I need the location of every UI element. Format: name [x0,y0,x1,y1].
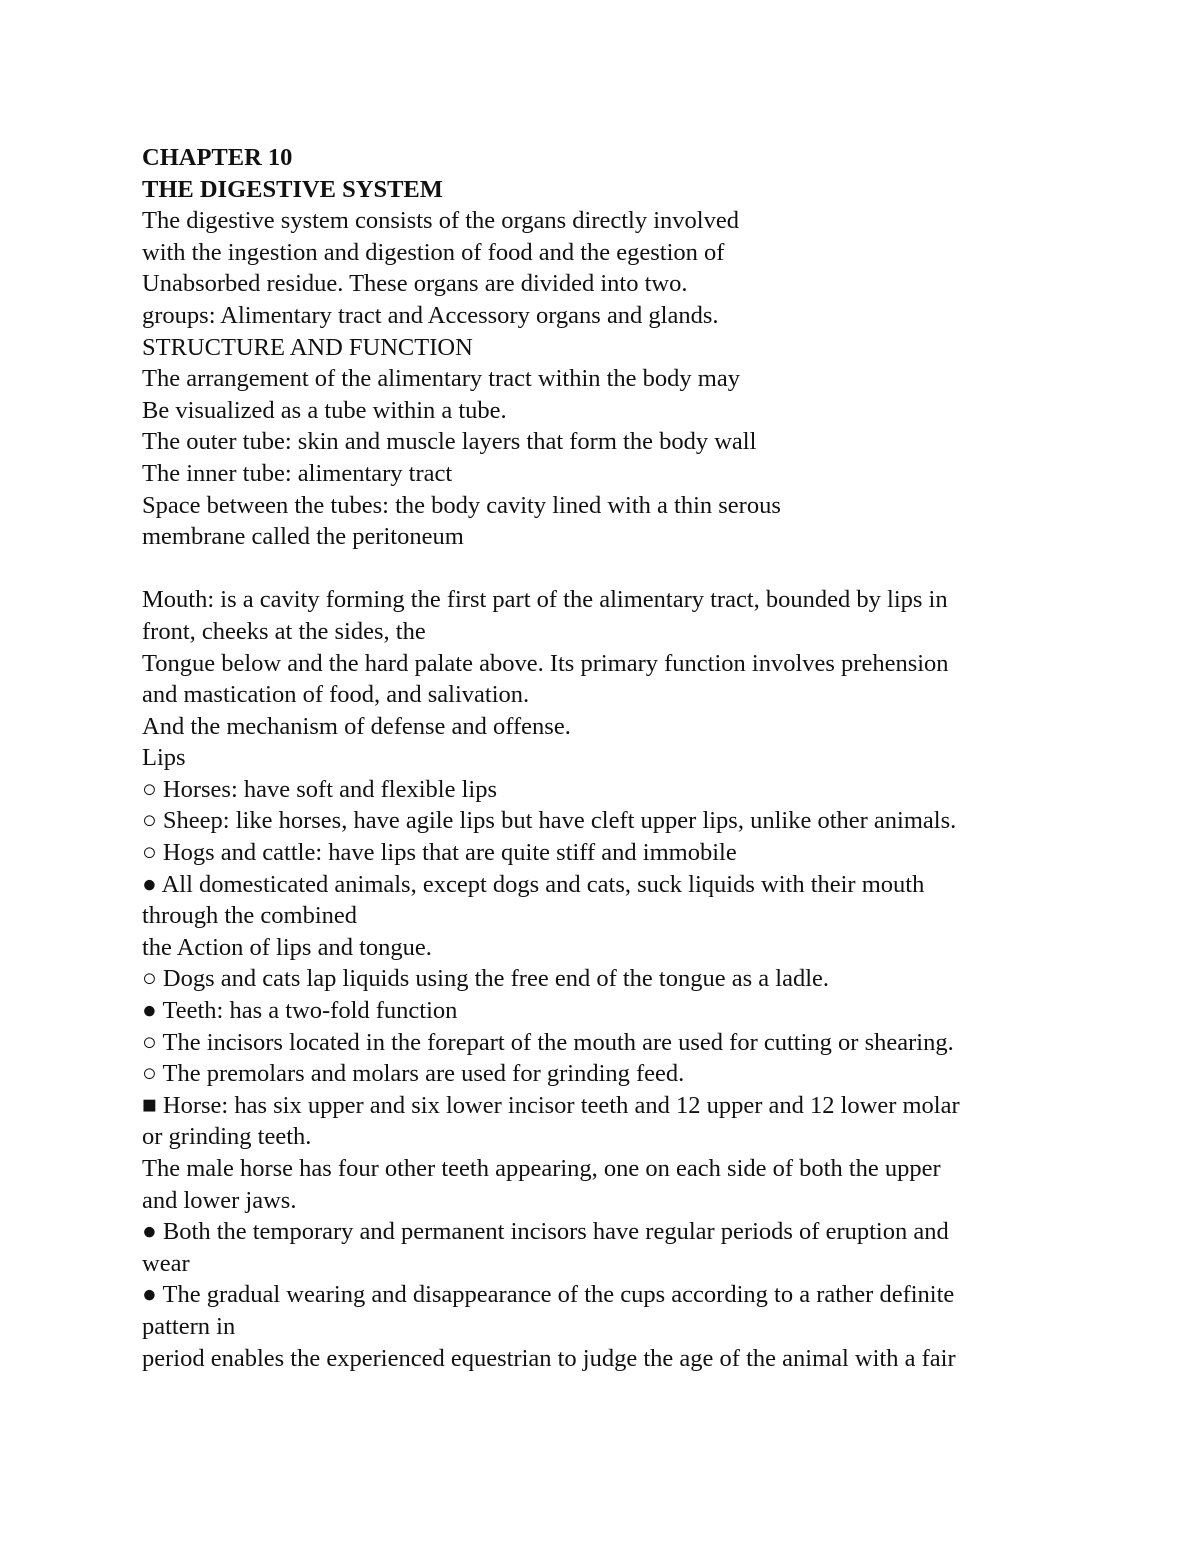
mouth-line: Mouth: is a cavity forming the first part of the alimentary tract, bounded by lips in [142,586,948,614]
list-item: ○ Sheep: like horses, have agile lips but have cleft upper lips, unlike other animals. [142,807,957,835]
mouth-line: period enables the experienced equestrian to judge the age of the animal with a fair [142,1344,956,1372]
structure-line: The outer tube: skin and muscle layers that form the body wall [142,428,757,456]
mouth-line: And the mechanism of defense and offense. [142,712,571,740]
list-item: ○ The incisors located in the forepart of the mouth are used for cutting or shearing. [142,1028,954,1056]
list-item: ○ The premolars and molars are used for grinding feed. [142,1060,685,1088]
list-item: ○ Dogs and cats lap liquids using the free end of the tongue as a ladle. [142,965,830,993]
list-item: ○ Horses: have soft and flexible lips [142,775,497,803]
list-item: ○ Hogs and cattle: have lips that are quite stiff and immobile [142,839,737,867]
intro-line: groups: Alimentary tract and Accessory organs and glands. [142,301,719,329]
mouth-line: The male horse has four other teeth appearing, one on each side of both the upper [142,1155,941,1182]
mouth-line: front, cheeks at the sides, the [142,617,426,645]
structure-line: The arrangement of the alimentary tract within the body may [142,365,740,393]
chapter-title: THE DIGESTIVE SYSTEM [142,175,443,203]
list-item: ● Teeth: has a two-fold function [142,997,458,1025]
structure-line: Be visualized as a tube within a tube. [142,396,507,424]
list-item-continuation: through the combined [142,902,358,930]
list-item-continuation: the Action of lips and tongue. [142,933,432,961]
list-item-continuation: pattern in [142,1312,236,1340]
lips-heading: Lips [142,744,186,772]
structure-line: Space between the tubes: the body cavity lined with a thin serous [142,491,781,519]
list-item: ● All domesticated animals, except dogs and cats, suck liquids with their mouth [142,870,925,898]
intro-line: Unabsorbed residue. These organs are divided into two. [142,270,688,298]
mouth-line: and lower jaws. [142,1186,297,1214]
list-item: ● The gradual wearing and disappearance of the cups according to a rather definite [142,1281,955,1309]
page-content [142,142,1072,1374]
list-item: ● Both the temporary and permanent incisors have regular periods of eruption and [142,1218,949,1246]
list-item: ■ Horse: has six upper and six lower incisor teeth and 12 upper and 12 lower molar [142,1091,960,1119]
chapter-number: CHAPTER 10 [142,144,293,171]
section-heading-structure: STRUCTURE AND FUNCTION [142,333,473,361]
mouth-line: Tongue below and the hard palate above. Its primary function involves prehension [142,649,949,677]
list-item-continuation: wear [142,1249,190,1277]
intro-line: The digestive system consists of the organs directly involved [142,207,739,235]
mouth-line: and mastication of food, and salivation. [142,681,530,709]
intro-line: with the ingestion and digestion of food and the egestion of [142,238,725,266]
paragraph-spacer [142,553,1072,585]
structure-line: The inner tube: alimentary tract [142,459,453,487]
list-item-continuation: or grinding teeth. [142,1123,312,1151]
structure-line: membrane called the peritoneum [142,523,464,551]
